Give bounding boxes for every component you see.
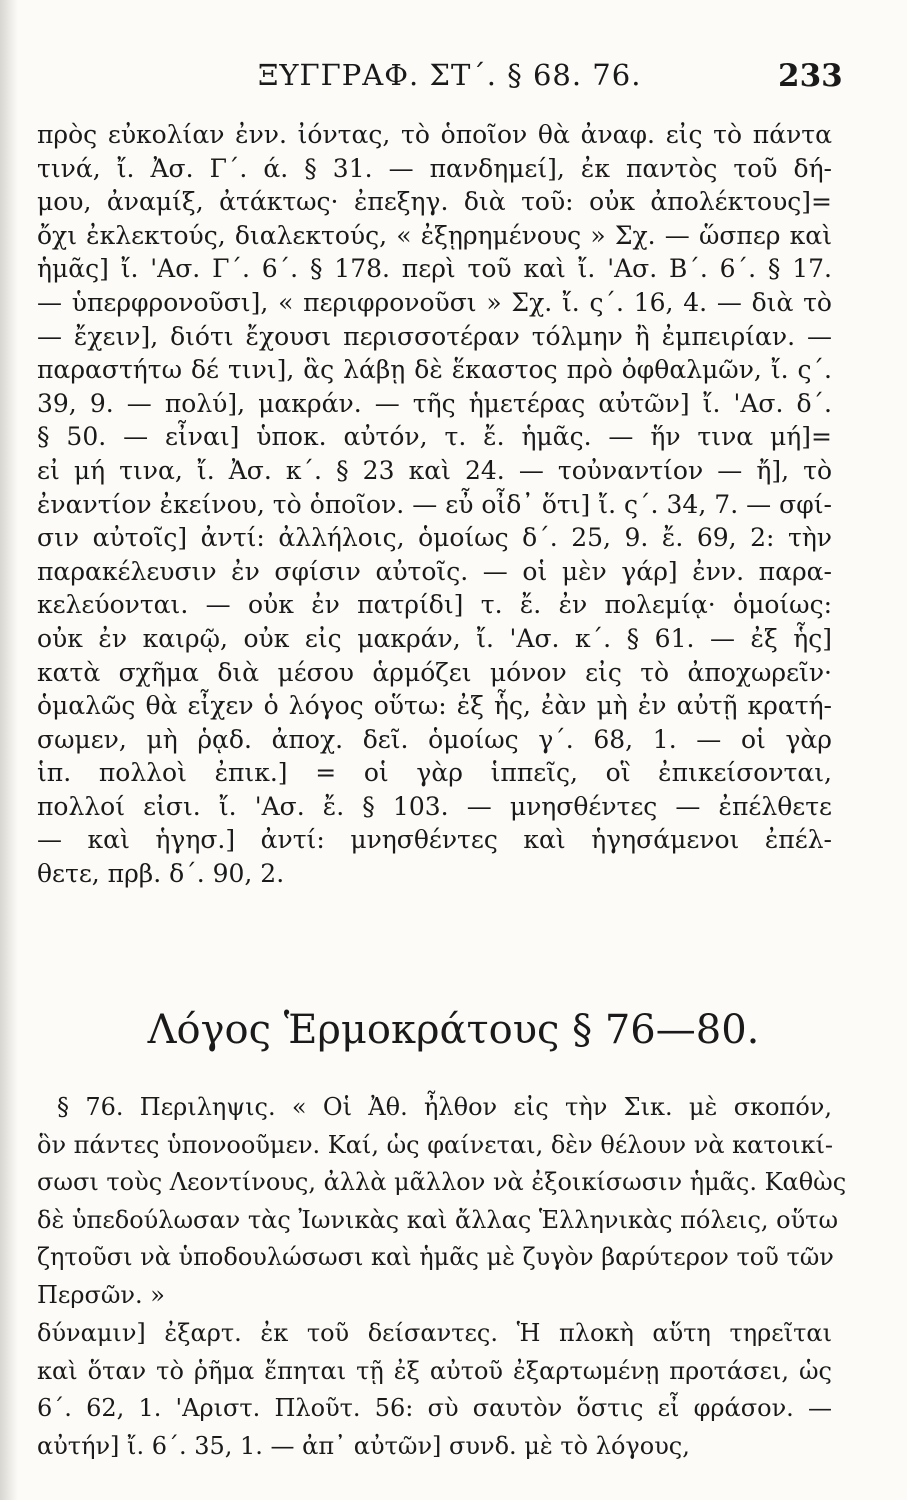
commentary-line: ἡμᾶς] ἴ. 'Ασ. Γ΄. 6΄. § 178. περὶ τοῦ καὶ ἴ. 'Ασ. Β΄. 6΄. § 17. xyxy=(37,254,832,284)
commentary-line: οὐκ ἐν καιρῷ, οὐκ εἰς μακράν, ἴ. 'Ασ. κ΄. § 61. — ἐξ ἧς] xyxy=(37,623,832,653)
commentary-block xyxy=(37,118,832,891)
commentary-line: εἰ μή τινα, ἴ. Ἀσ. κ΄. § 23 καὶ 24. — τοὐναντίον — ἤ], τὸ xyxy=(37,455,832,485)
commentary-line: ὄχι ἐκλεκτούς, διαλεκτούς, « ἐξῃρημένους » Σχ. — ὥσπερ καὶ xyxy=(37,220,832,250)
running-head xyxy=(0,58,907,98)
note-line: 6΄. 62, 1. 'Αριστ. Πλοῦτ. 56: σὺ σαυτὸν ὅστις εἶ φράσον. — xyxy=(37,1394,832,1422)
commentary-line: τινά, ἴ. Ἀσ. Γ΄. ά. § 31. — πανδημεί], ἐκ παντὸς τοῦ δή- xyxy=(37,153,832,183)
commentary-line: μου, ἀναμίξ, ἀτάκτως· ἐπεξηγ. διὰ τοῦ: οὐκ ἀπολέκτους]= xyxy=(37,187,832,217)
commentary-line: παρακέλευσιν ἐν σφίσιν αὐτοῖς. — οἱ μὲν γάρ] ἐνν. παρα- xyxy=(37,556,832,586)
note-line: καὶ ὅταν τὸ ῥῆμα ἕπηται τῇ ἐξ αὐτοῦ ἐξαρτωμένῃ προτάσει, ὡς xyxy=(37,1356,832,1385)
note-line: δύναμιν] ἐξαρτ. ἐκ τοῦ δείσαντες. Ἡ πλοκὴ αὕτη τηρεῖται xyxy=(37,1319,832,1347)
note-block xyxy=(37,1315,832,1465)
summary-line: ζητοῦσι νὰ ὑποδουλώσωσι καὶ ἡμᾶς μὲ ζυγὸν βαρύτερον τοῦ τῶν xyxy=(37,1243,834,1271)
commentary-line: σωμεν, μὴ ῥᾳδ. ἀποχ. δεῖ. ὁμοίως γ΄. 68, 1. — οἱ γὰρ xyxy=(37,724,832,754)
commentary-line: κατὰ σχῆμα διὰ μέσου ἁρμόζει μόνον εἰς τὸ ἀποχωρεῖν· xyxy=(37,657,832,687)
summary-line: § 76. Περιληψις. « Οἱ Ἀθ. ἦλθον εἰς τὴν Σικ. μὲ σκοπόν, xyxy=(57,1093,832,1121)
commentary-line: 39, 9. — πολύ], μακράν. — τῆς ἡμετέρας αὐτῶν] ἴ. 'Ασ. δ΄. xyxy=(37,388,832,418)
note-line: αὐτήν] ἴ. 6΄. 35, 1. — ἀπ᾽ αὐτῶν] συνδ. μὲ τὸ λόγους, xyxy=(37,1431,690,1460)
commentary-line: πρὸς εὐκολίαν ἐνν. ἰόντας, τὸ ὁποῖον θὰ ἀναφ. εἰς τὸ πάντα xyxy=(37,120,832,149)
commentary-line: — ἔχειν], διότι ἔχουσι περισσοτέραν τόλμην ἢ ἐμπειρίαν. — xyxy=(37,321,832,351)
commentary-line: πολλοί εἰσι. ἴ. 'Ασ. ἔ. § 103. — μνησθέντες — ἐπέλθετε xyxy=(37,791,832,821)
summary-block xyxy=(37,1089,847,1314)
page-gutter-shadow xyxy=(0,0,18,1500)
running-head-title: ΞΥΓΓΡΑΦ. ΣΤ΄. § 68. 76. xyxy=(258,58,642,92)
commentary-line: σιν αὐτοῖς] ἀντί: ἀλλήλοις, ὁμοίως δ΄. 25, 9. ἔ. 69, 2: τὴν xyxy=(37,523,832,553)
commentary-line: — καὶ ἡγησ.] ἀντί: μνησθέντες καὶ ἡγησάμενοι ἐπέλ- xyxy=(37,825,832,855)
commentary-line: ἱπ. πολλοὶ ἐπικ.] = οἱ γὰρ ἱππεῖς, οἳ ἐπικείσονται, xyxy=(37,758,832,788)
commentary-line: παραστήτω δέ τινι], ἃς λάβῃ δὲ ἕκαστος πρὸ ὀφθαλμῶν, ἴ. ς΄. xyxy=(37,355,832,385)
section-heading: Λόγος Ἑρμοκράτους § 76—80. xyxy=(147,1007,760,1053)
commentary-line: θετε, πρβ. δ΄. 90, 2. xyxy=(37,859,285,889)
commentary-line: — ὑπερφρονοῦσι], « περιφρονοῦσι » Σχ. ἴ. ς΄. 16, 4. — διὰ τὸ xyxy=(37,287,832,317)
summary-line: ὃν πάντες ὑπονοοῦμεν. Καί, ὡς φαίνεται, δὲν θέλουν νὰ κατοικί- xyxy=(37,1130,834,1159)
summary-line: Περσῶν. » xyxy=(37,1280,165,1309)
commentary-line: ὁμαλῶς θὰ εἶχεν ὁ λόγος οὕτω: ἐξ ἧς, ἐὰν μὴ ἐν αὐτῇ κρατή- xyxy=(37,691,832,721)
commentary-line: ἐναντίον ἐκείνου, τὸ ὁποῖον. — εὖ οἶδ᾽ ὅτι] ἴ. ς΄. 34, 7. — σφί- xyxy=(37,489,832,519)
commentary-line: κελεύονται. — οὐκ ἐν πατρίδι] τ. ἔ. ἐν πολεμίᾳ· ὁμοίως: xyxy=(37,590,832,620)
summary-line: σωσι τοὺς Λεοντίνους, ἀλλὰ μᾶλλον νὰ ἐξοικίσωσιν ἡμᾶς. Καθὼς xyxy=(37,1168,847,1196)
page-number: 233 xyxy=(778,58,843,94)
commentary-line: § 50. — εἶναι] ὑποκ. αὐτόν, τ. ἔ. ἡμᾶς. — ἥν τινα μή]= xyxy=(37,422,832,452)
summary-line: δὲ ὑπεδούλωσαν τὰς Ἰωνικὰς καὶ ἄλλας Ἑλληνικὰς πόλεις, οὕτω xyxy=(37,1205,839,1234)
